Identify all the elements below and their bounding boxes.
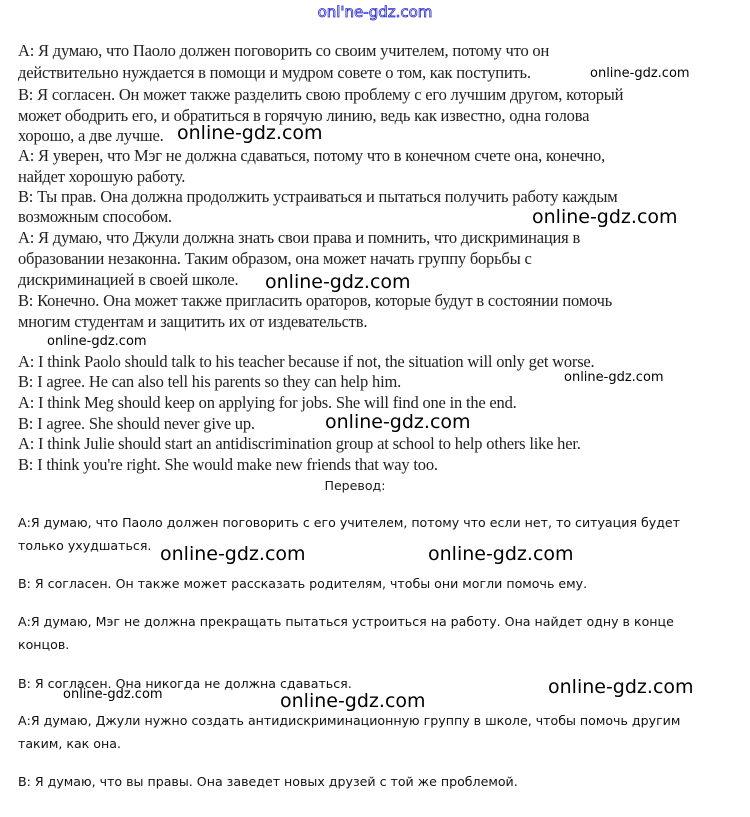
watermark: online-gdz.com bbox=[47, 334, 147, 349]
translation-line: А:Я думаю, что Паоло должен поговорить с его учителем, потому что если нет, то ситуация будет bbox=[18, 515, 680, 530]
watermark: online-gdz.com bbox=[564, 370, 664, 385]
translation-line: В: Я согласен. Она никогда не должна сдаваться. bbox=[18, 676, 352, 691]
ru-line: A: Я думаю, что Паоло должен поговорить со своим учителем, потому что он bbox=[18, 41, 550, 60]
watermark: online-gdz.com bbox=[532, 206, 678, 228]
en-line: B: I agree. She should never give up. bbox=[18, 414, 255, 433]
ru-line: B: Конечно. Она может также пригласить ораторов, которые будут в состоянии помочь bbox=[18, 291, 613, 310]
ru-line: A: Я думаю, что Джули должна знать свои права и помнить, что дискриминация в bbox=[18, 228, 581, 247]
en-line: A: I think Paolo should talk to his teacher because if not, the situation will only get worse. bbox=[18, 352, 595, 371]
ru-line: B: Я согласен. Он может также разделить свою проблему с его лучшим другом, который bbox=[18, 85, 624, 104]
watermark: online-gdz.com bbox=[590, 66, 690, 81]
header-watermark: onl'ne-gdz.com bbox=[317, 3, 433, 21]
en-line: A: I think Meg should keep on applying for jobs. She will find one in the end. bbox=[18, 393, 517, 412]
ru-line: A: Я уверен, что Мэг не должна сдаваться, потому что в конечном счете она, конечно, bbox=[18, 146, 606, 165]
ru-line: образовании незаконна. Таким образом, она может начать группу борьбы с bbox=[18, 249, 532, 268]
watermark: online-gdz.com bbox=[428, 543, 574, 565]
translation-line: В: Я думаю, что вы правы. Она заведет новых друзей с той же проблемой. bbox=[18, 774, 518, 789]
translation-line: А:Я думаю, Мэг не должна прекращать пытаться устроиться на работу. Она найдет одну в конце bbox=[18, 614, 674, 629]
en-line: B: I agree. He can also tell his parents so they can help him. bbox=[18, 372, 402, 391]
ru-line: многим студентам и защитить их от издевательств. bbox=[18, 312, 368, 331]
ru-line: найдет хорошую работу. bbox=[18, 167, 186, 186]
watermark: online-gdz.com bbox=[325, 411, 471, 433]
watermark: online-gdz.com bbox=[177, 122, 323, 144]
ru-line: B: Ты прав. Она должна продолжить устраиваться и пытаться получить работу каждым bbox=[18, 187, 618, 206]
watermark: online-gdz.com bbox=[548, 676, 694, 698]
en-line: B: I think you're right. She would make new friends that way too. bbox=[18, 455, 438, 474]
translation-line: А:Я думаю, Джули нужно создать антидискриминационную группу в школе, чтобы помочь другим bbox=[18, 713, 681, 728]
translation-line: концов. bbox=[18, 637, 70, 652]
watermark: online-gdz.com bbox=[160, 543, 306, 565]
ru-line: может ободрить его, и обратиться в горячую линию, ведь как известно, одна голова bbox=[18, 106, 590, 125]
translation-line: таким, как она. bbox=[18, 736, 121, 751]
watermark: online-gdz.com bbox=[63, 687, 163, 702]
ru-line: возможным способом. bbox=[18, 207, 172, 226]
en-line: A: I think Julie should start an antidiscrimination group at school to help others like her. bbox=[18, 434, 581, 453]
ru-line: дискриминацией в своей школе. bbox=[18, 270, 239, 289]
translation-line: В: Я согласен. Он также может рассказать родителям, чтобы они могли помочь ему. bbox=[18, 576, 588, 591]
ru-line: действительно нуждается в помощи и мудром совете о том, как поступить. bbox=[18, 63, 531, 82]
translation-line: только ухудшаться. bbox=[18, 538, 152, 553]
ru-line: хорошо, а две лучше. bbox=[18, 126, 164, 145]
watermark: online-gdz.com bbox=[280, 690, 426, 712]
watermark: online-gdz.com bbox=[265, 271, 411, 293]
translation-heading: Перевод: bbox=[324, 478, 386, 493]
